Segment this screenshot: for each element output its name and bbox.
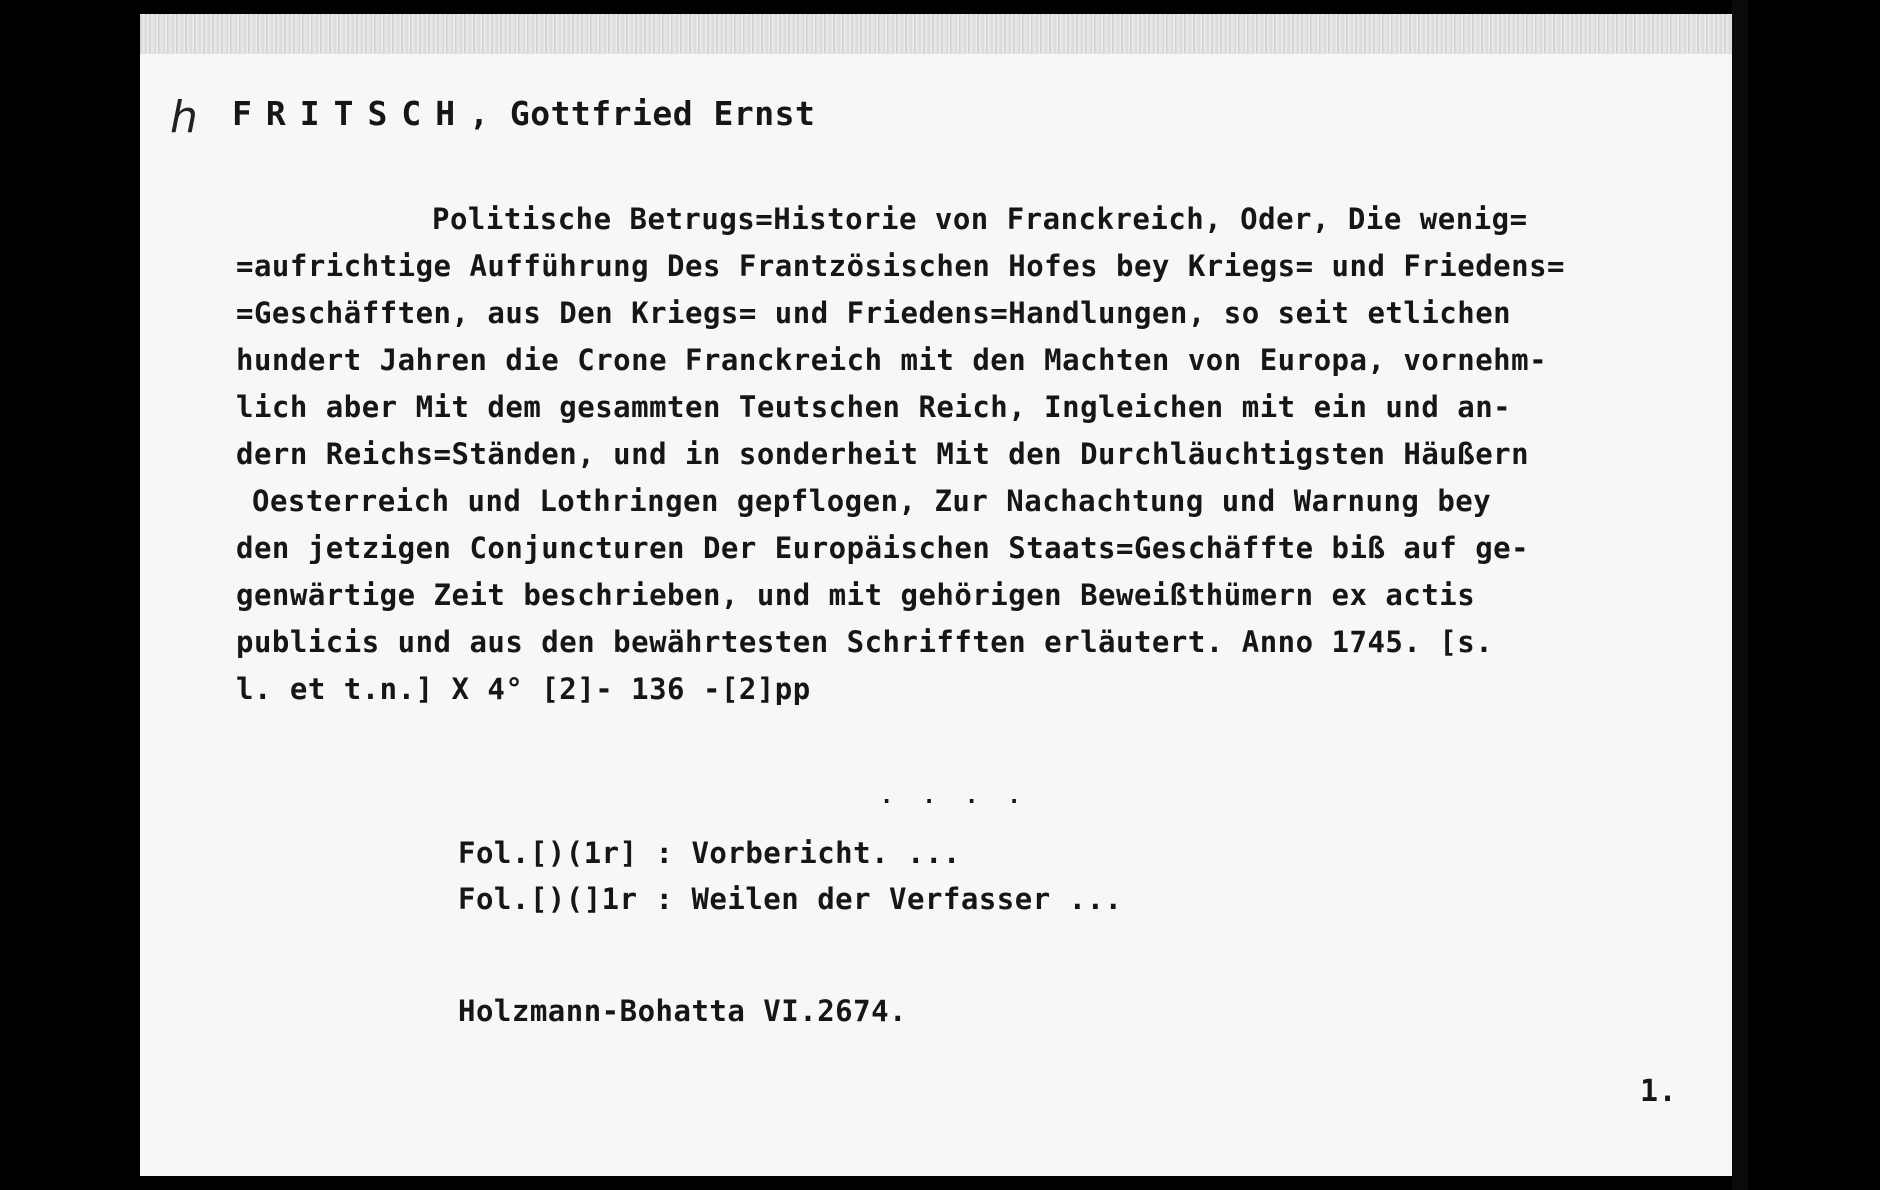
- title-line: publicis und aus den bewährtesten Schrifften erläutert. Anno 1745. [s.: [236, 625, 1494, 659]
- author-surname: FRITSCH: [232, 94, 470, 133]
- bibliographic-reference: Holzmann-Bohatta VI.2674.: [458, 994, 907, 1028]
- author-heading: [232, 94, 815, 133]
- title-description: [236, 196, 1565, 713]
- folio-line: Fol.[)(]1r : Weilen der Verfasser ...: [458, 882, 1123, 916]
- title-line: Politische Betrugs=Historie von Franckreich, Oder, Die wenig=: [432, 202, 1528, 236]
- title-line: =Geschäfften, aus Den Kriegs= und Friedens=Handlungen, so seit etlichen: [236, 296, 1512, 330]
- margin-handwritten-mark: h: [170, 92, 198, 143]
- card-number: 1.: [1640, 1074, 1678, 1109]
- ellipsis-separator: . . . .: [880, 784, 1029, 809]
- title-line: Oesterreich und Lothringen gepflogen, Zur Nachachtung und Warnung bey: [252, 484, 1492, 518]
- title-line: hundert Jahren die Crone Franckreich mit den Machten von Europa, vornehm-: [236, 343, 1548, 377]
- title-line: dern Reichs=Ständen, und in sonderheit Mit den Durchläuchtigsten Häußern: [236, 437, 1530, 471]
- author-given-names: Gottfried Ernst: [509, 94, 816, 133]
- title-line: =aufrichtige Aufführung Des Frantzösischen Hofes bey Kriegs= und Friedens=: [236, 249, 1566, 283]
- title-line: den jetzigen Conjuncturen Der Europäischen Staats=Geschäffte biß auf ge-: [236, 531, 1530, 565]
- scan-edge-bar: [1732, 0, 1748, 1190]
- catalog-card: [140, 14, 1732, 1176]
- folio-line: Fol.[)(1r] : Vorbericht. ...: [458, 836, 961, 870]
- scan-noise-strip: [140, 14, 1732, 54]
- author-separator: ,: [469, 94, 490, 133]
- collation-line: l. et t.n.] X 4° [2]- 136 -[2]pp: [236, 672, 811, 706]
- title-line: genwärtige Zeit beschrieben, und mit gehörigen Beweißthümern ex actis: [236, 578, 1476, 612]
- title-line: lich aber Mit dem gesammten Teutschen Reich, Ingleichen mit ein und an-: [236, 390, 1512, 424]
